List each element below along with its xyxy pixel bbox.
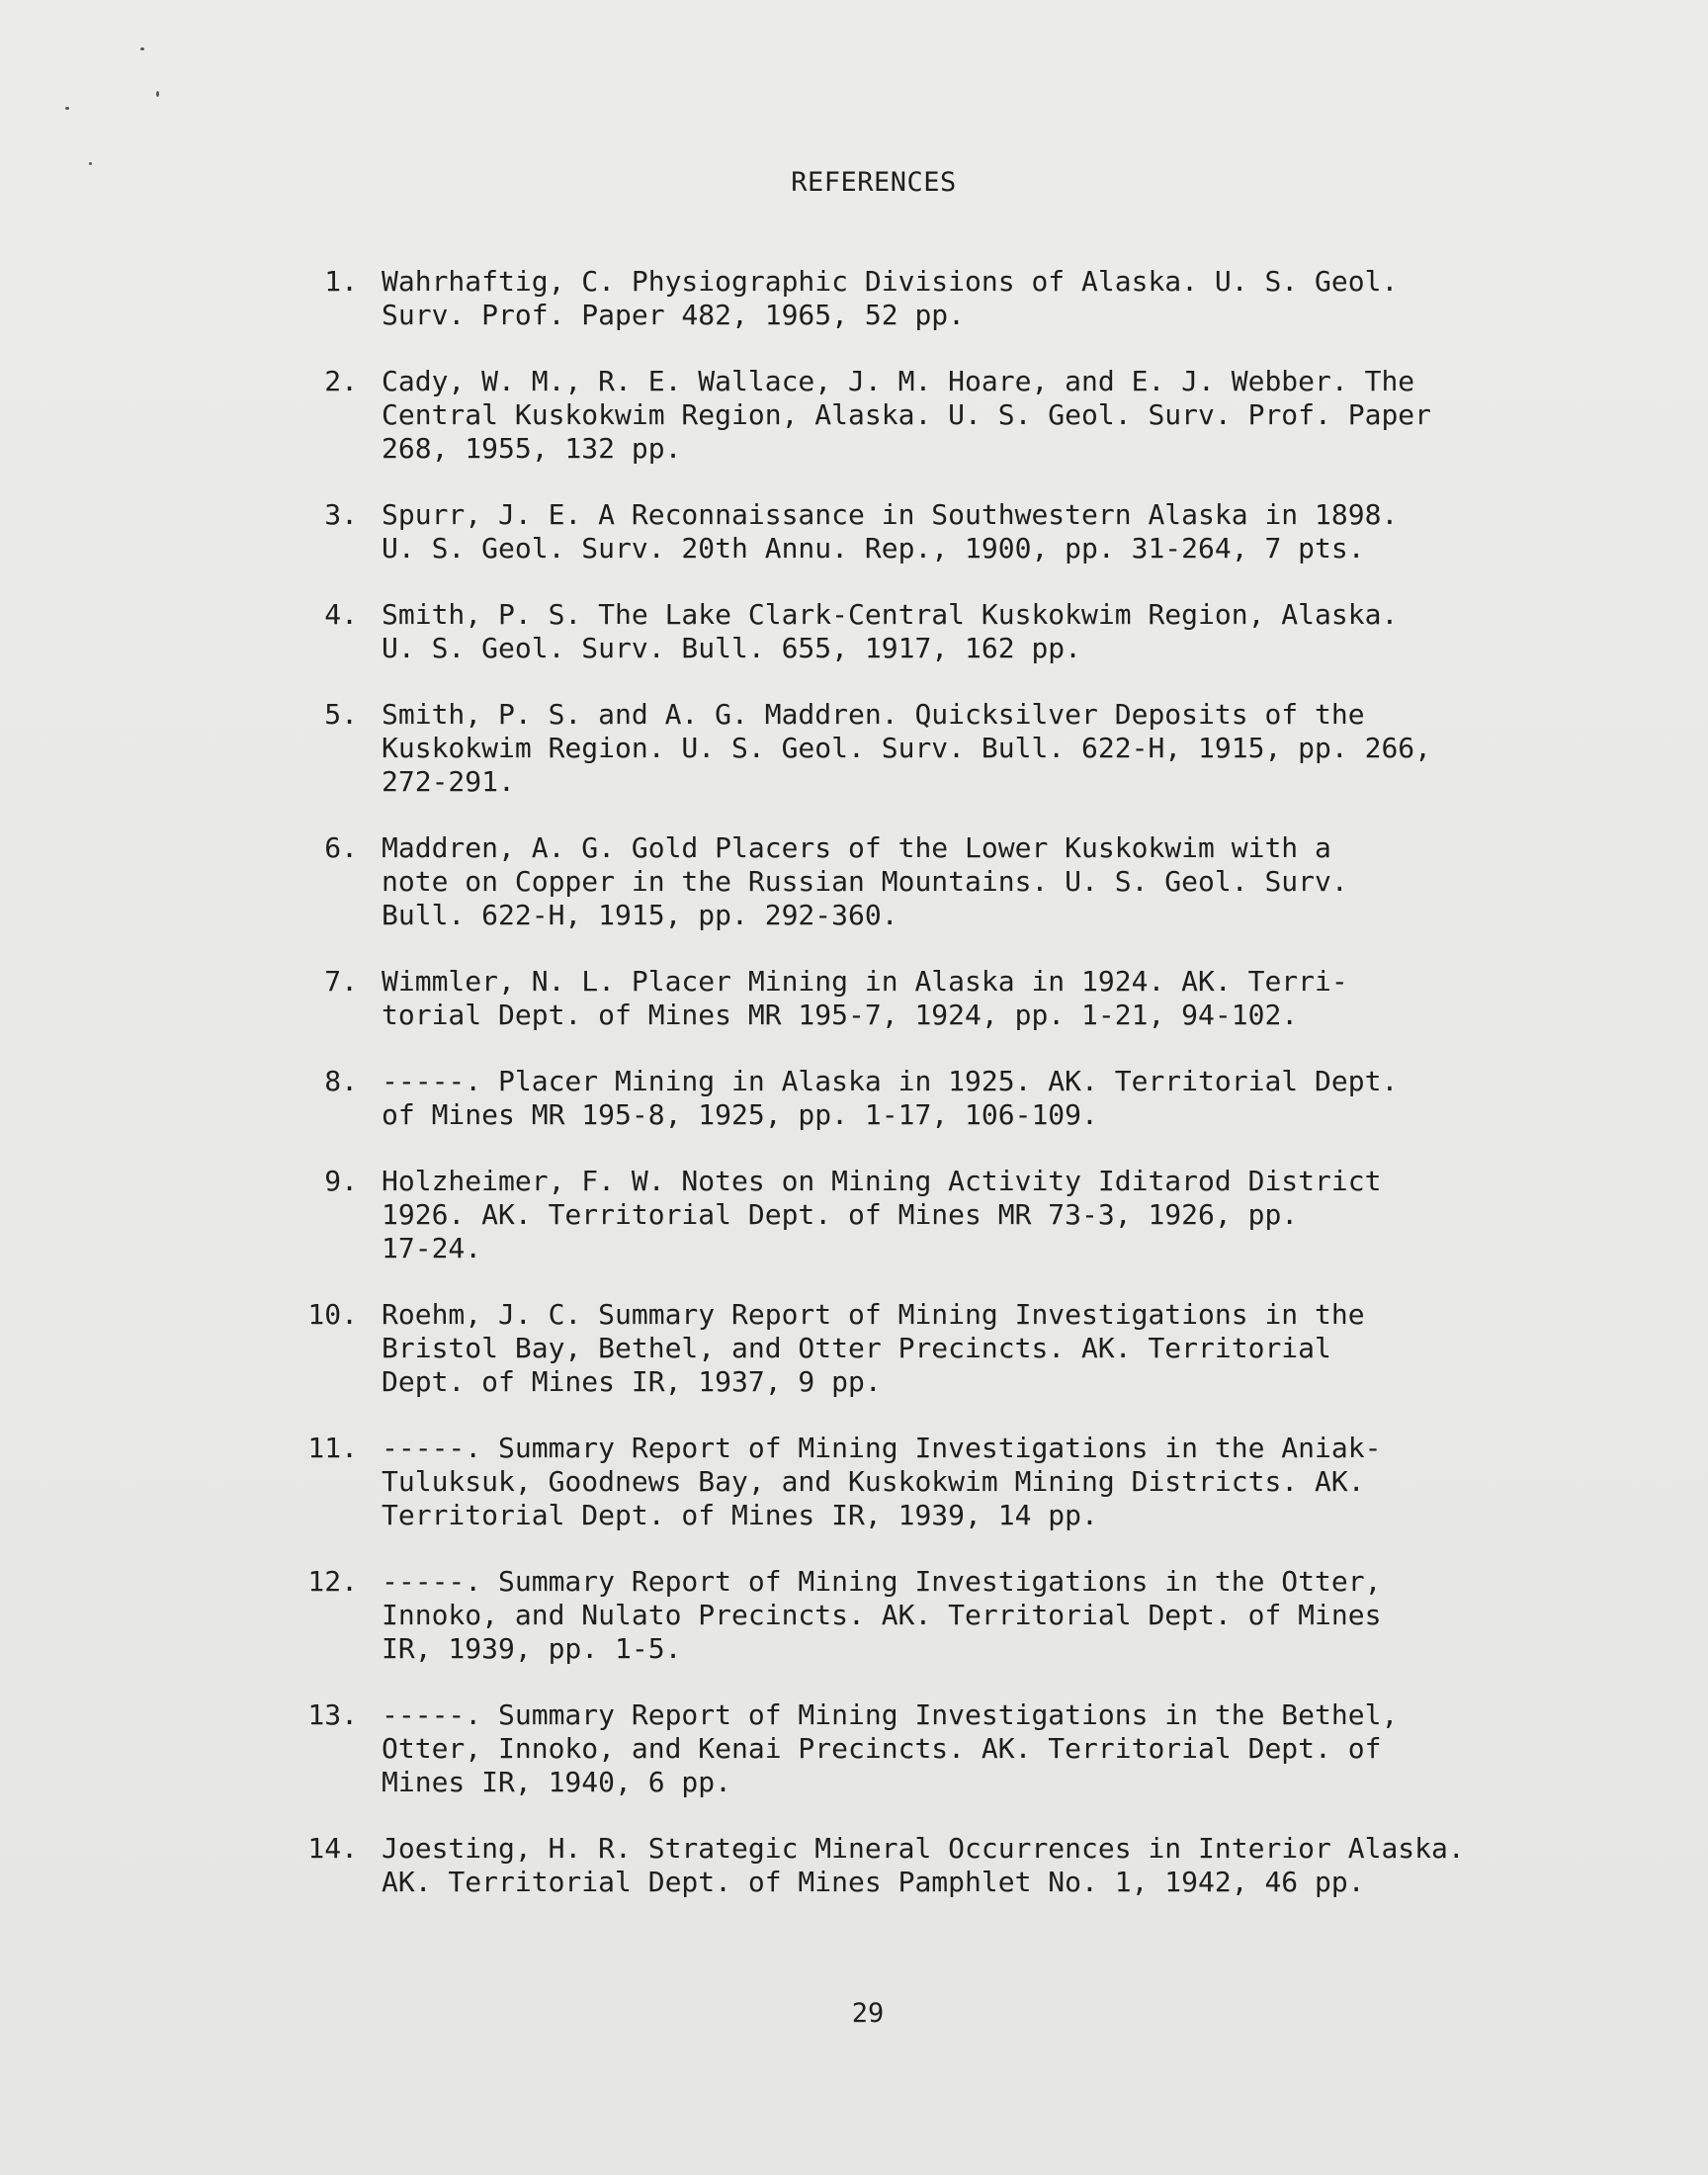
reference-citation: -----. Summary Report of Mining Investigations in the Bethel, Otter, Innoko, and Kenai Precincts. AK. Territorial Dept. of Mines IR, 1940, 6 pp. — [382, 1698, 1399, 1798]
reference-number: 6. — [324, 831, 358, 864]
reference-item — [285, 831, 1510, 932]
reference-citation: Wimmler, N. L. Placer Mining in Alaska in 1924. AK. Terri- torial Dept. of Mines MR 195-7, 1924, pp. 1-21, 94-102. — [382, 965, 1348, 1031]
reference-citation: Joesting, H. R. Strategic Mineral Occurrences in Interior Alaska. AK. Territorial Dept. of Mines Pamphlet No. 1, 1942, 46 pp. — [382, 1832, 1465, 1898]
page-number: 29 — [851, 1998, 885, 2029]
reference-citation: Wahrhaftig, C. Physiographic Divisions of Alaska. U. S. Geol. Surv. Prof. Paper 482, 1965, 52 pp. — [382, 265, 1399, 331]
reference-citation: Spurr, J. E. A Reconnaissance in Southwestern Alaska in 1898. U. S. Geol. Surv. 20th Annu. Rep., 1900, pp. 31-264, 7 pts. — [382, 498, 1399, 565]
reference-item — [285, 698, 1510, 799]
reference-number: 10. — [307, 1298, 358, 1331]
scan-speck — [140, 47, 144, 50]
reference-item — [285, 1565, 1510, 1666]
reference-item — [285, 365, 1510, 466]
reference-item — [285, 265, 1510, 332]
reference-number: 1. — [324, 265, 358, 298]
reference-item — [285, 1065, 1510, 1132]
reference-number: 9. — [324, 1165, 358, 1197]
page-title: REFERENCES — [791, 167, 957, 198]
reference-citation: Holzheimer, F. W. Notes on Mining Activity Iditarod District 1926. AK. Territorial Dept. of Mines MR 73-3, 1926, pp. 17-24. — [382, 1165, 1382, 1264]
reference-item — [285, 965, 1510, 1032]
reference-item — [285, 1698, 1510, 1799]
reference-item — [285, 1432, 1510, 1532]
reference-item — [285, 1298, 1510, 1399]
reference-number: 5. — [324, 698, 358, 731]
reference-citation: Smith, P. S. The Lake Clark-Central Kuskokwim Region, Alaska. U. S. Geol. Surv. Bull. 655, 1917, 162 pp. — [382, 598, 1399, 664]
reference-item — [285, 1165, 1510, 1265]
reference-number: 2. — [324, 365, 358, 397]
reference-citation: -----. Summary Report of Mining Investigations in the Otter, Innoko, and Nulato Precincts. AK. Territorial Dept. of Mines IR, 1939, pp. 1-5. — [382, 1565, 1382, 1665]
reference-number: 7. — [324, 965, 358, 998]
reference-citation: -----. Summary Report of Mining Investigations in the Aniak- Tuluksuk, Goodnews Bay, and Kuskokwim Mining Districts. AK. Territorial Dept. of Mines IR, 1939, 14 pp. — [382, 1432, 1382, 1531]
scan-speck — [89, 162, 92, 165]
reference-citation: Cady, W. M., R. E. Wallace, J. M. Hoare, and E. J. Webber. The Central Kuskokwim Region, Alaska. U. S. Geol. Surv. Prof. Paper 268, 1955, 132 pp. — [382, 365, 1432, 465]
reference-number: 8. — [324, 1065, 358, 1097]
reference-citation: -----. Placer Mining in Alaska in 1925. AK. Territorial Dept. of Mines MR 195-8, 1925, pp. 1-17, 106-109. — [382, 1065, 1399, 1131]
reference-citation: Maddren, A. G. Gold Placers of the Lower Kuskokwim with a note on Copper in the Russian Mountains. U. S. Geol. Surv. Bull. 622-H, 1915, pp. 292-360. — [382, 831, 1348, 931]
reference-number: 11. — [307, 1432, 358, 1464]
scan-speck — [65, 107, 69, 110]
references-list — [285, 265, 1510, 1932]
reference-number: 3. — [324, 498, 358, 531]
reference-number: 4. — [324, 598, 358, 631]
reference-item — [285, 598, 1510, 665]
reference-number: 14. — [307, 1832, 358, 1865]
reference-number: 12. — [307, 1565, 358, 1598]
reference-number: 13. — [307, 1698, 358, 1731]
reference-citation: Smith, P. S. and A. G. Maddren. Quicksilver Deposits of the Kuskokwim Region. U. S. Geol. Surv. Bull. 622-H, 1915, pp. 266, 272-291. — [382, 698, 1432, 798]
reference-citation: Roehm, J. C. Summary Report of Mining Investigations in the Bristol Bay, Bethel, and Otter Precincts. AK. Territorial Dept. of Mines IR, 1937, 9 pp. — [382, 1298, 1365, 1398]
reference-item — [285, 498, 1510, 566]
scan-speck — [156, 91, 159, 97]
reference-item — [285, 1832, 1510, 1899]
